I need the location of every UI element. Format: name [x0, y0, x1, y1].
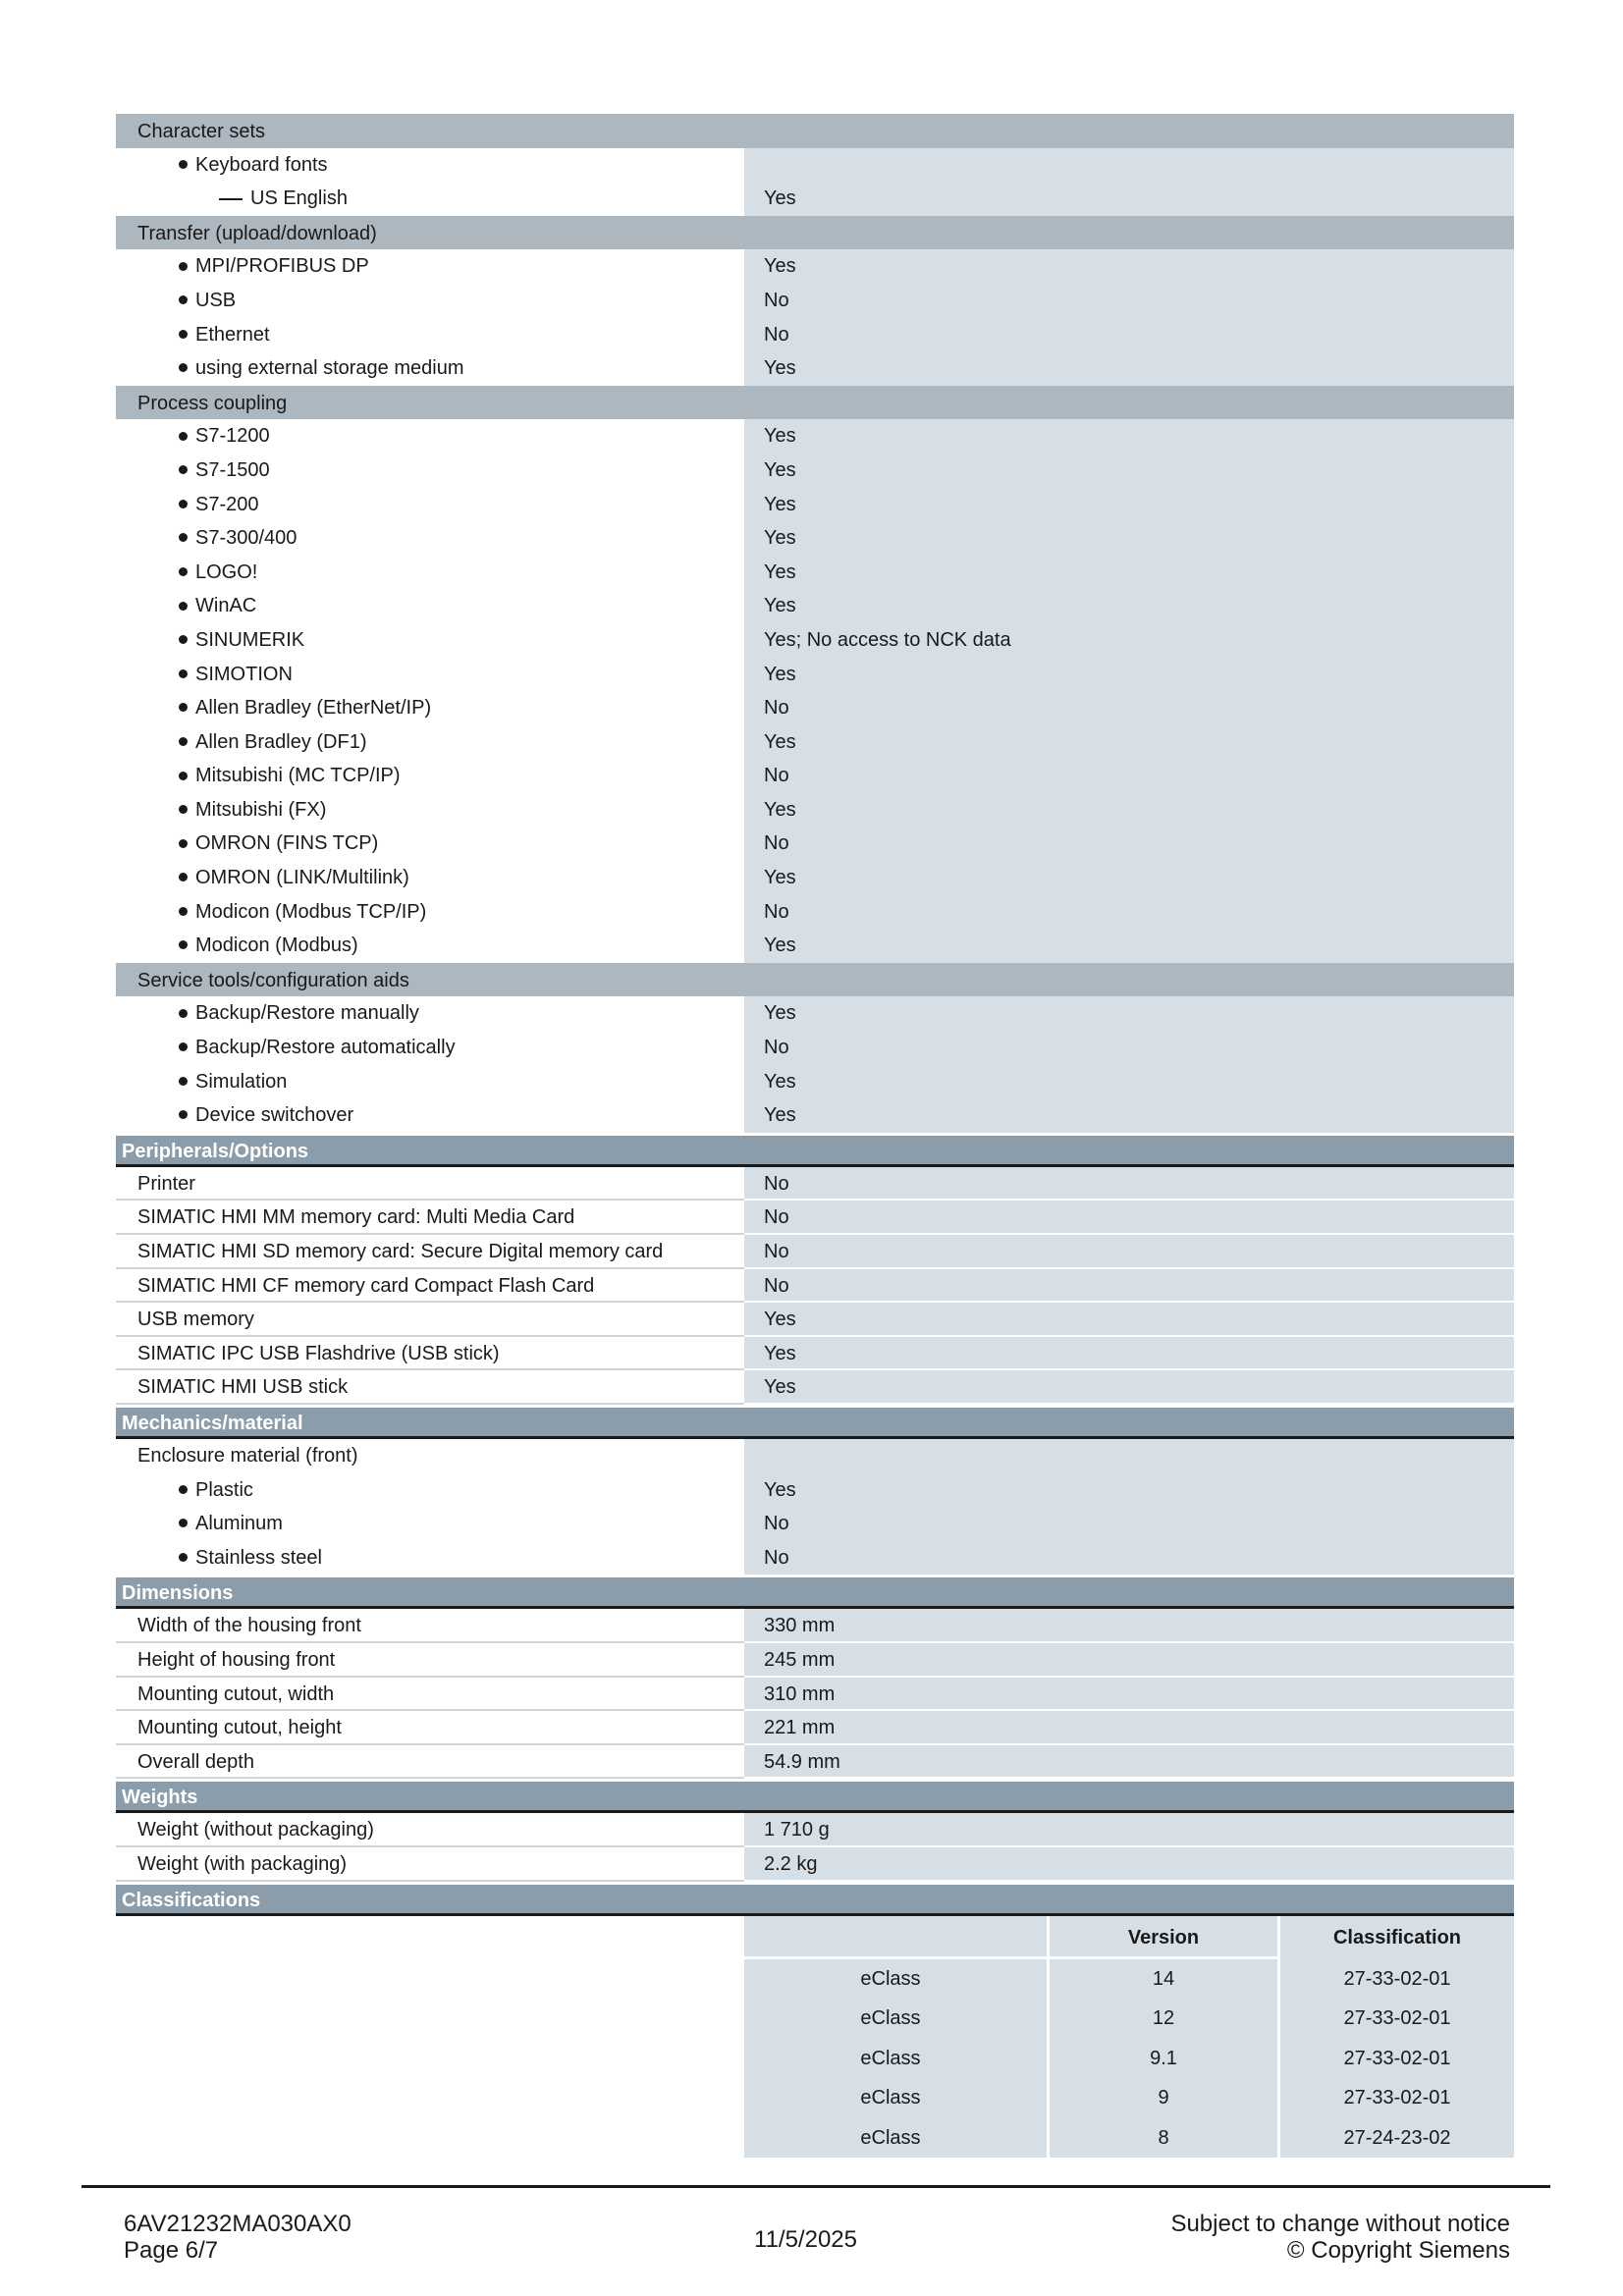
classification-row [116, 1999, 1514, 2039]
spec-value: Yes [744, 1098, 1514, 1133]
spec-label: Enclosure material (front) [137, 1444, 358, 1467]
bullet-icon [179, 363, 188, 372]
subsection-header-process-coupling: Process coupling [116, 386, 1514, 420]
footer-copyright: © Copyright Siemens [1286, 2237, 1510, 2264]
classification-row [116, 2078, 1514, 2118]
spec-value: Yes [744, 793, 1514, 828]
spec-value: No [744, 1235, 1514, 1269]
classification-standard: eClass [860, 1967, 921, 1990]
bullet-icon [179, 533, 188, 542]
bullet-icon [179, 635, 188, 644]
spec-value: Yes [744, 351, 1514, 386]
spec-value: Yes [744, 861, 1514, 895]
section-header-peripherals: Peripherals/Options [116, 1136, 1514, 1167]
spec-label: USB memory [137, 1308, 254, 1331]
spec-label: S7-1500 [195, 458, 270, 481]
spec-label: SIMATIC HMI MM memory card: Multi Media Card [137, 1206, 575, 1229]
spec-row [116, 1609, 1514, 1643]
spec-value: Yes [744, 419, 1514, 454]
spec-value: Yes [744, 996, 1514, 1031]
bullet-icon [179, 805, 188, 814]
section-header-classifications: Classifications [116, 1885, 1514, 1916]
bullet-icon [179, 907, 188, 916]
column-header-version: Version [1050, 1916, 1280, 1959]
spec-value: 1 710 g [744, 1813, 1514, 1847]
bullet-icon [179, 703, 188, 712]
classification-version: 8 [1050, 2118, 1280, 2159]
spec-label: Backup/Restore automatically [195, 1037, 456, 1059]
spec-label: Height of housing front [137, 1648, 336, 1671]
spec-value: Yes [744, 454, 1514, 488]
spec-label: Width of the housing front [137, 1615, 361, 1637]
spec-label: SIMATIC HMI USB stick [137, 1376, 349, 1399]
bullet-icon [179, 1553, 188, 1562]
bullet-icon [179, 772, 188, 780]
spec-value [744, 1439, 1514, 1473]
bullet-icon [179, 602, 188, 611]
spec-value: 330 mm [744, 1609, 1514, 1643]
spec-value: Yes [744, 182, 1514, 216]
bullet-icon [179, 160, 188, 169]
bullet-icon [179, 567, 188, 576]
spec-row [116, 691, 1514, 725]
bullet-icon [179, 737, 188, 746]
spec-value: Yes [744, 589, 1514, 623]
spec-value: Yes [744, 1065, 1514, 1099]
spec-value: Yes [744, 1473, 1514, 1508]
spec-label: Allen Bradley (EtherNet/IP) [195, 697, 432, 720]
spec-label: Aluminum [195, 1513, 283, 1535]
spec-value: No [744, 318, 1514, 352]
spec-label: Keyboard fonts [195, 153, 328, 176]
classification-version: 9.1 [1050, 2039, 1280, 2079]
spec-value: 245 mm [744, 1643, 1514, 1678]
process-coupling-rows [116, 419, 1514, 963]
spec-value: 310 mm [744, 1678, 1514, 1712]
column-header-classification: Classification [1280, 1916, 1514, 1962]
spec-label: S7-200 [195, 493, 259, 515]
classification-standard: eClass [860, 2007, 921, 2030]
spec-label: Backup/Restore manually [195, 1002, 419, 1025]
bullet-icon [179, 330, 188, 339]
spec-label: Printer [137, 1172, 195, 1195]
bullet-icon [179, 500, 188, 508]
spec-row [116, 1439, 1514, 1473]
bullet-icon [179, 262, 188, 271]
bullet-icon [179, 873, 188, 881]
spec-label: OMRON (LINK/Multilink) [195, 867, 409, 889]
spec-value: Yes [744, 1370, 1514, 1405]
bullet-icon [179, 1519, 188, 1527]
spec-row [116, 658, 1514, 692]
spec-label: Mounting cutout, width [137, 1682, 335, 1705]
spec-label: SIMATIC HMI SD memory card: Secure Digital memory card [137, 1241, 664, 1262]
footer-date: 11/5/2025 [754, 2226, 857, 2253]
spec-row [116, 759, 1514, 793]
subsection-header-service-tools: Service tools/configuration aids [116, 963, 1514, 997]
spec-value: Yes [744, 249, 1514, 284]
spec-label: Weight (without packaging) [137, 1819, 374, 1842]
spec-row [116, 827, 1514, 861]
spec-label: S7-1200 [195, 425, 270, 448]
spec-label: Stainless steel [195, 1546, 322, 1569]
spec-value [744, 148, 1514, 183]
classification-code: 27-33-02-01 [1280, 2078, 1514, 2118]
spec-label: using external storage medium [195, 357, 464, 380]
spec-label: USB [195, 289, 237, 311]
bullet-icon [179, 1042, 188, 1051]
spec-label: Mitsubishi (MC TCP/IP) [195, 765, 401, 787]
classification-table [116, 1916, 1514, 2159]
spec-label: Overall depth [137, 1750, 254, 1773]
spec-label: Ethernet [195, 323, 270, 346]
spec-label: Simulation [195, 1070, 288, 1093]
footer-notice: Subject to change without notice [1170, 2211, 1510, 2237]
spec-row [116, 1813, 1514, 1847]
bullet-icon [179, 465, 188, 474]
spec-label: SIMATIC HMI CF memory card Compact Flash Card [137, 1274, 595, 1297]
classification-code: 27-33-02-01 [1280, 1959, 1514, 2000]
transfer-rows [116, 249, 1514, 385]
classification-standard: eClass [860, 2126, 921, 2149]
spec-row [116, 1678, 1514, 1712]
spec-row [116, 929, 1514, 963]
spec-value: Yes [744, 929, 1514, 963]
spec-value: No [744, 691, 1514, 725]
bullet-icon [179, 940, 188, 949]
spec-label: WinAC [195, 595, 257, 617]
spec-label: SIMATIC IPC USB Flashdrive (USB stick) [137, 1342, 500, 1364]
spec-row [116, 996, 1514, 1031]
spec-row [116, 521, 1514, 556]
spec-row [116, 1065, 1514, 1099]
spec-label: Modicon (Modbus) [195, 934, 358, 957]
spec-row [116, 249, 1514, 284]
spec-row [116, 1337, 1514, 1371]
spec-row [116, 793, 1514, 828]
footer-divider [81, 2185, 1550, 2188]
bullet-icon [179, 1009, 188, 1018]
spec-value: Yes [744, 1337, 1514, 1371]
spec-label: Mounting cutout, height [137, 1717, 342, 1739]
dash-icon [219, 198, 243, 200]
spec-row [116, 454, 1514, 488]
spec-value: Yes; No access to NCK data [744, 623, 1514, 658]
subsection-header-transfer: Transfer (upload/download) [116, 216, 1514, 250]
bullet-icon [179, 1110, 188, 1119]
subsection-header-character-sets: Character sets [116, 114, 1514, 148]
spec-row [116, 148, 1514, 183]
spec-row [116, 589, 1514, 623]
datasheet-table [116, 114, 1514, 2158]
spec-value: No [744, 1167, 1514, 1201]
mechanics-rows [116, 1473, 1514, 1575]
spec-value: Yes [744, 658, 1514, 692]
spec-label: OMRON (FINS TCP) [195, 832, 379, 855]
bullet-icon [179, 295, 188, 304]
weights-rows [116, 1813, 1514, 1881]
bullet-icon [179, 839, 188, 848]
column-header [744, 1916, 1050, 1959]
spec-label: Plastic [195, 1478, 253, 1501]
classification-standard: eClass [860, 2087, 921, 2109]
service-tools-rows [116, 996, 1514, 1132]
section-header-weights: Weights [116, 1782, 1514, 1813]
spec-label: S7-300/400 [195, 527, 298, 550]
spec-value: No [744, 1541, 1514, 1575]
spec-row [116, 623, 1514, 658]
spec-row [116, 1167, 1514, 1201]
spec-row [116, 1031, 1514, 1065]
classification-version: 14 [1050, 1959, 1280, 2000]
bullet-icon [179, 1077, 188, 1086]
spec-value: 2.2 kg [744, 1847, 1514, 1882]
classification-row [116, 2118, 1514, 2159]
spec-row [116, 1269, 1514, 1304]
spec-row [116, 488, 1514, 522]
spec-row [116, 351, 1514, 386]
peripherals-rows [116, 1167, 1514, 1405]
spec-label: Modicon (Modbus TCP/IP) [195, 900, 427, 923]
spec-row [116, 1711, 1514, 1745]
spec-label: MPI/PROFIBUS DP [195, 255, 369, 278]
spec-row [116, 1643, 1514, 1678]
spec-row [116, 1745, 1514, 1780]
classification-code: 27-24-23-02 [1280, 2118, 1514, 2159]
spec-label: SIMOTION [195, 663, 293, 685]
spec-label: LOGO! [195, 561, 258, 583]
spec-row [116, 725, 1514, 760]
spec-value: Yes [744, 1303, 1514, 1337]
spec-value: No [744, 1269, 1514, 1304]
classification-version: 9 [1050, 2078, 1280, 2118]
dimensions-rows [116, 1609, 1514, 1779]
classification-version: 12 [1050, 1999, 1280, 2039]
spec-value: No [744, 1201, 1514, 1235]
spec-value: No [744, 895, 1514, 930]
spec-row [116, 1473, 1514, 1508]
spec-label: Device switchover [195, 1104, 354, 1127]
bullet-icon [179, 669, 188, 678]
spec-row [116, 1303, 1514, 1337]
spec-row [116, 556, 1514, 590]
footer-page-number: Page 6/7 [124, 2237, 219, 2264]
spec-value: Yes [744, 488, 1514, 522]
bullet-icon [179, 1485, 188, 1494]
spec-label: Mitsubishi (FX) [195, 798, 327, 821]
classification-row [116, 1959, 1514, 2000]
spec-row [116, 419, 1514, 454]
spec-row [116, 284, 1514, 318]
classification-rows [116, 1959, 1514, 2159]
spec-value: No [744, 284, 1514, 318]
spec-value: 221 mm [744, 1711, 1514, 1745]
footer-article-number: 6AV21232MA030AX0 [124, 2211, 352, 2237]
section-header-mechanics: Mechanics/material [116, 1408, 1514, 1439]
section-header-dimensions: Dimensions [116, 1577, 1514, 1609]
spec-row [116, 1847, 1514, 1882]
spec-value: 54.9 mm [744, 1745, 1514, 1780]
spec-row [116, 861, 1514, 895]
spec-label: US English [250, 187, 348, 210]
spec-value: Yes [744, 725, 1514, 760]
classification-code: 27-33-02-01 [1280, 1999, 1514, 2039]
spec-value: Yes [744, 556, 1514, 590]
spec-value: No [744, 1031, 1514, 1065]
spec-value: No [744, 827, 1514, 861]
spec-row [116, 895, 1514, 930]
spec-row [116, 1201, 1514, 1235]
spec-value: No [744, 1507, 1514, 1541]
classification-standard: eClass [860, 2047, 921, 2069]
spec-label: SINUMERIK [195, 628, 305, 651]
spec-row [116, 182, 1514, 216]
spec-row [116, 1235, 1514, 1269]
spec-row [116, 1541, 1514, 1575]
spec-row [116, 318, 1514, 352]
spec-value: Yes [744, 521, 1514, 556]
classification-row [116, 2039, 1514, 2079]
spec-row [116, 1507, 1514, 1541]
bullet-icon [179, 432, 188, 441]
spec-row [116, 1370, 1514, 1405]
spec-row [116, 1098, 1514, 1133]
spec-label: Allen Bradley (DF1) [195, 730, 367, 753]
spec-value: No [744, 759, 1514, 793]
classification-code: 27-33-02-01 [1280, 2039, 1514, 2079]
classification-header-row [116, 1916, 1514, 1959]
spec-label: Weight (with packaging) [137, 1852, 348, 1875]
